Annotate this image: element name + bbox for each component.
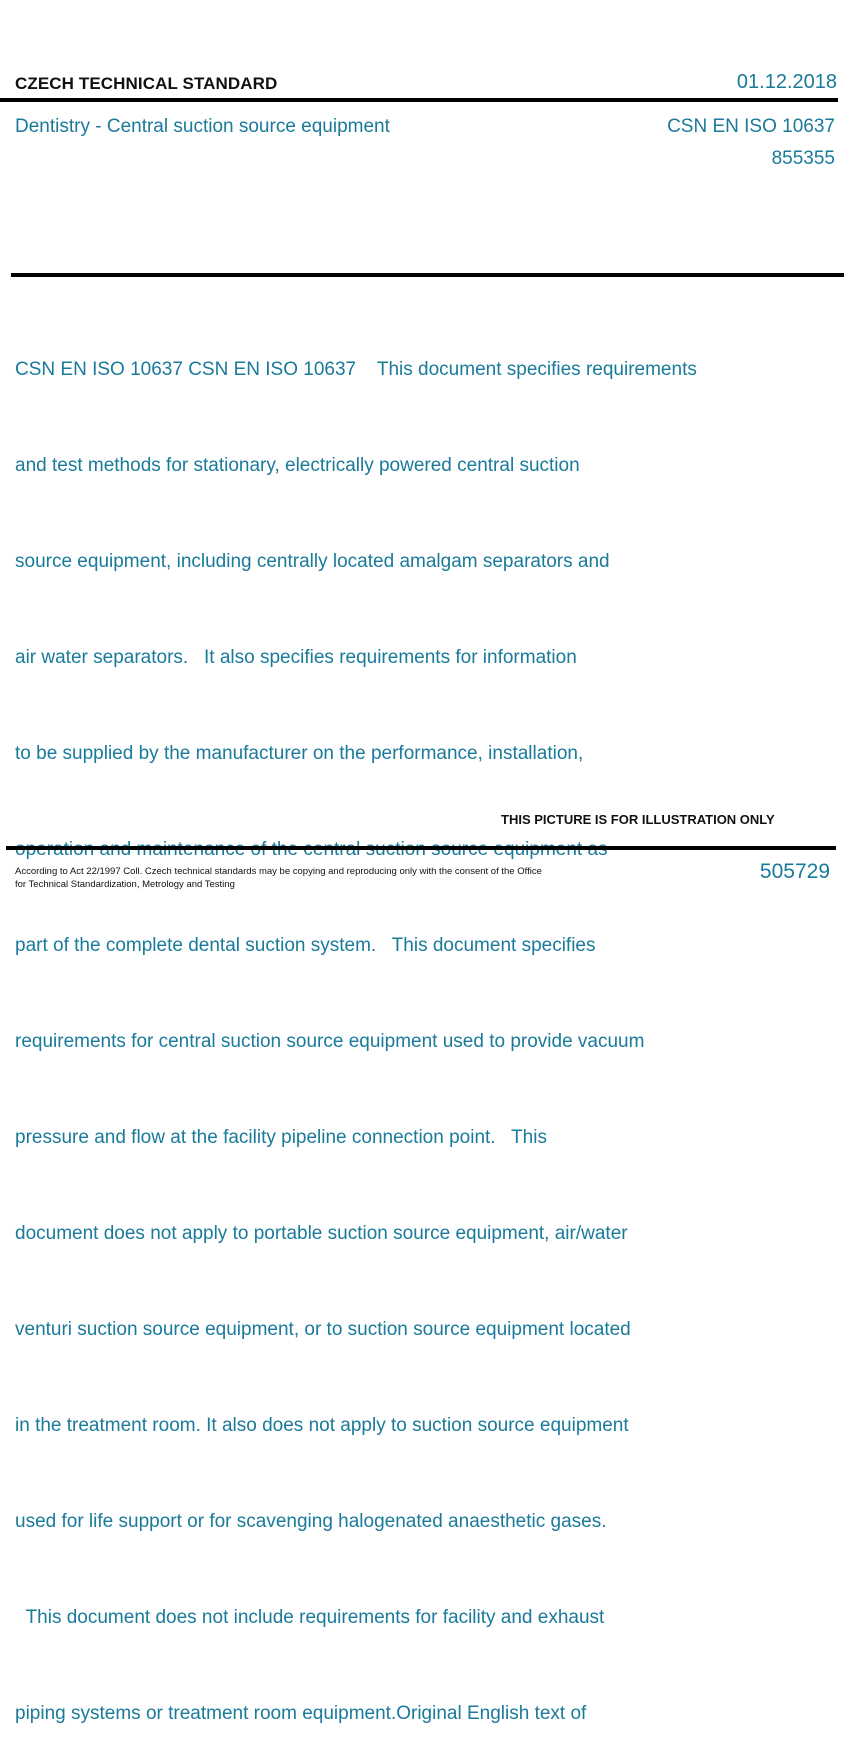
abstract-line: part of the complete dental suction system. This document specifies [15, 935, 596, 956]
copyright-notice [15, 865, 595, 891]
abstract-line: in the treatment room. It also does not apply to suction source equipment [15, 1415, 629, 1436]
copyright-notice-line: for Technical Standardization, Metrology and Testing [15, 879, 235, 890]
standard-code: CSN EN ISO 10637 [667, 116, 835, 137]
illustration-disclaimer: THIS PICTURE IS FOR ILLUSTRATION ONLY [501, 812, 775, 827]
footer-divider [6, 846, 836, 850]
abstract-line: source equipment, including centrally located amalgam separators and [15, 551, 610, 572]
abstract-line: requirements for central suction source equipment used to provide vacuum [15, 1031, 645, 1052]
copyright-notice-line: According to Act 22/1997 Coll. Czech technical standards may be copying and reproducing only with the consent of the Office [15, 866, 542, 877]
abstract-line: piping systems or treatment room equipment.Original English text of [15, 1703, 587, 1724]
abstract-line: document does not apply to portable suction source equipment, air/water [15, 1223, 628, 1244]
abstract-line: used for life support or for scavenging halogenated anaesthetic gases. [15, 1511, 607, 1532]
document-type-title: CZECH TECHNICAL STANDARD [15, 74, 278, 93]
publication-date: 01.12.2018 [736, 71, 837, 93]
abstract-line: to be supplied by the manufacturer on the performance, installation, [15, 743, 584, 764]
standard-number: 855355 [771, 148, 835, 169]
abstract-line: pressure and flow at the facility pipeline connection point. This [15, 1127, 547, 1148]
document-id: 505729 [759, 860, 830, 883]
abstract-text [15, 290, 805, 1762]
abstract-line: venturi suction source equipment, or to suction source equipment located [15, 1319, 631, 1340]
abstract-line: This document does not include requirements for facility and exhaust [15, 1607, 605, 1628]
section-divider [11, 273, 844, 277]
abstract-line: air water separators. It also specifies requirements for information [15, 647, 577, 668]
standard-subject: Dentistry - Central suction source equipment [15, 116, 390, 137]
header-divider [0, 98, 838, 102]
abstract-line [15, 834, 805, 866]
abstract-line: and test methods for stationary, electrically powered central suction [15, 455, 580, 476]
abstract-line: CSN EN ISO 10637 CSN EN ISO 10637 This document specifies requirements [15, 359, 697, 380]
